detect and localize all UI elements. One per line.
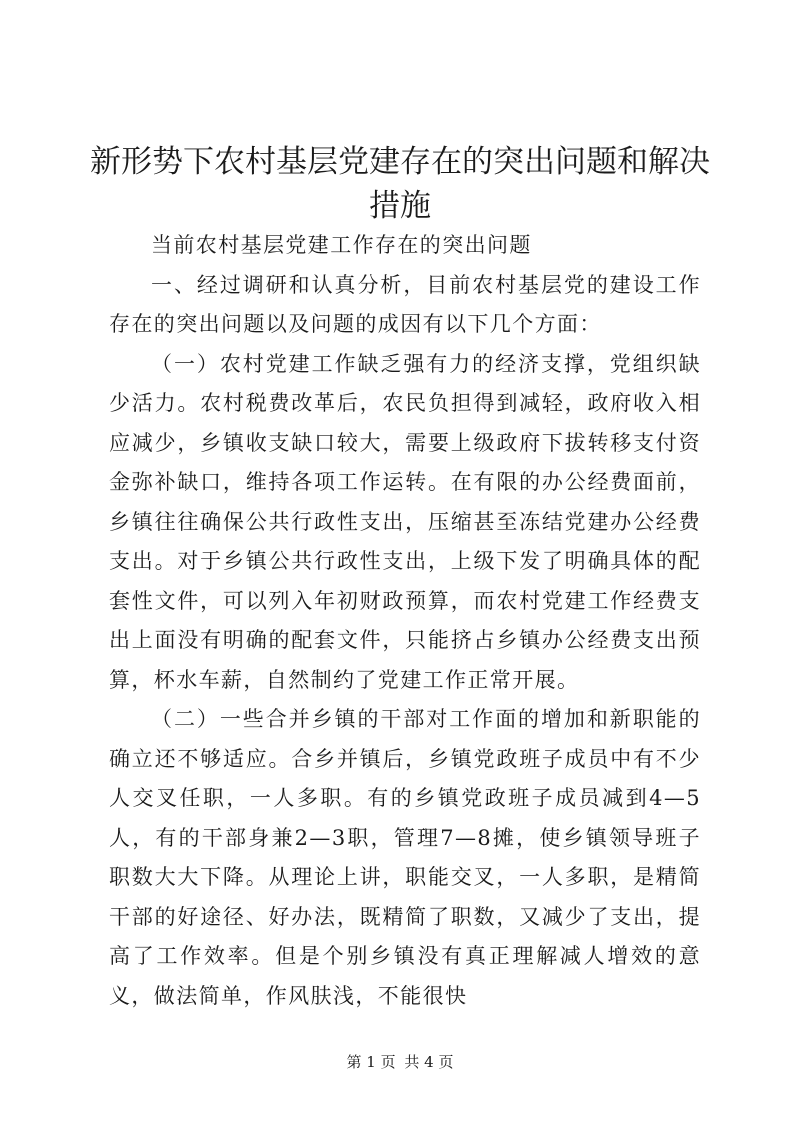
document-title — [90, 140, 710, 228]
title-line-1: 新形势下农村基层党建存在的突出问题和解决 — [90, 144, 710, 180]
paragraph-intro: 一、经过调研和认真分析，目前农村基层党的建设工作存在的突出问题以及问题的成因有以下几个方面： — [109, 272, 701, 336]
document-body — [109, 226, 701, 1016]
title-line-2: 措施 — [369, 188, 431, 224]
paragraph-heading: 当前农村基层党建工作存在的突出问题 — [151, 233, 532, 257]
paragraph-section-1: （一）农村党建工作缺乏强有力的经济支撑，党组织缺少活力。农村税费改革后，农民负担得到减轻，政府收入相应减少，乡镇收支缺口较大，需要上级政府下拔转移支付资金弥补缺口，维持各项工作运转。在有限的办公经费面前，乡镇往往确保公共行政性支出，压缩甚至冻结党建办公经费支出。对于乡镇公共行政性支出，上级下发了明确具体的配套性文件，可以列入年初财政预算，而农村党建工作经费支出上面没有明确的配套文件，只能挤占乡镇办公经费支出预算，杯水车薪，自然制约了党建工作正常开展。 — [109, 351, 701, 692]
page-footer — [0, 1052, 800, 1072]
page-total: 共 4 页 — [404, 1053, 454, 1071]
page-number: 第 1 页 — [346, 1053, 396, 1071]
paragraph-section-2: （二）一些合并乡镇的干部对工作面的增加和新职能的确立还不够适应。合乡并镇后，乡镇党政班子成员中有不少人交叉任职，一人多职。有的乡镇党政班子成员减到4—5人，有的干部身兼2—3职，管理7—8摊，使乡镇领导班子职数大大下降。从理论上讲，职能交叉，一人多职，是精简干部的好途径、好办法，既精简了职数，又减少了支出，提高了工作效率。但是个别乡镇没有真正理解减人增效的意义，做法简单，作风肤浅，不能很快 — [109, 707, 701, 1008]
